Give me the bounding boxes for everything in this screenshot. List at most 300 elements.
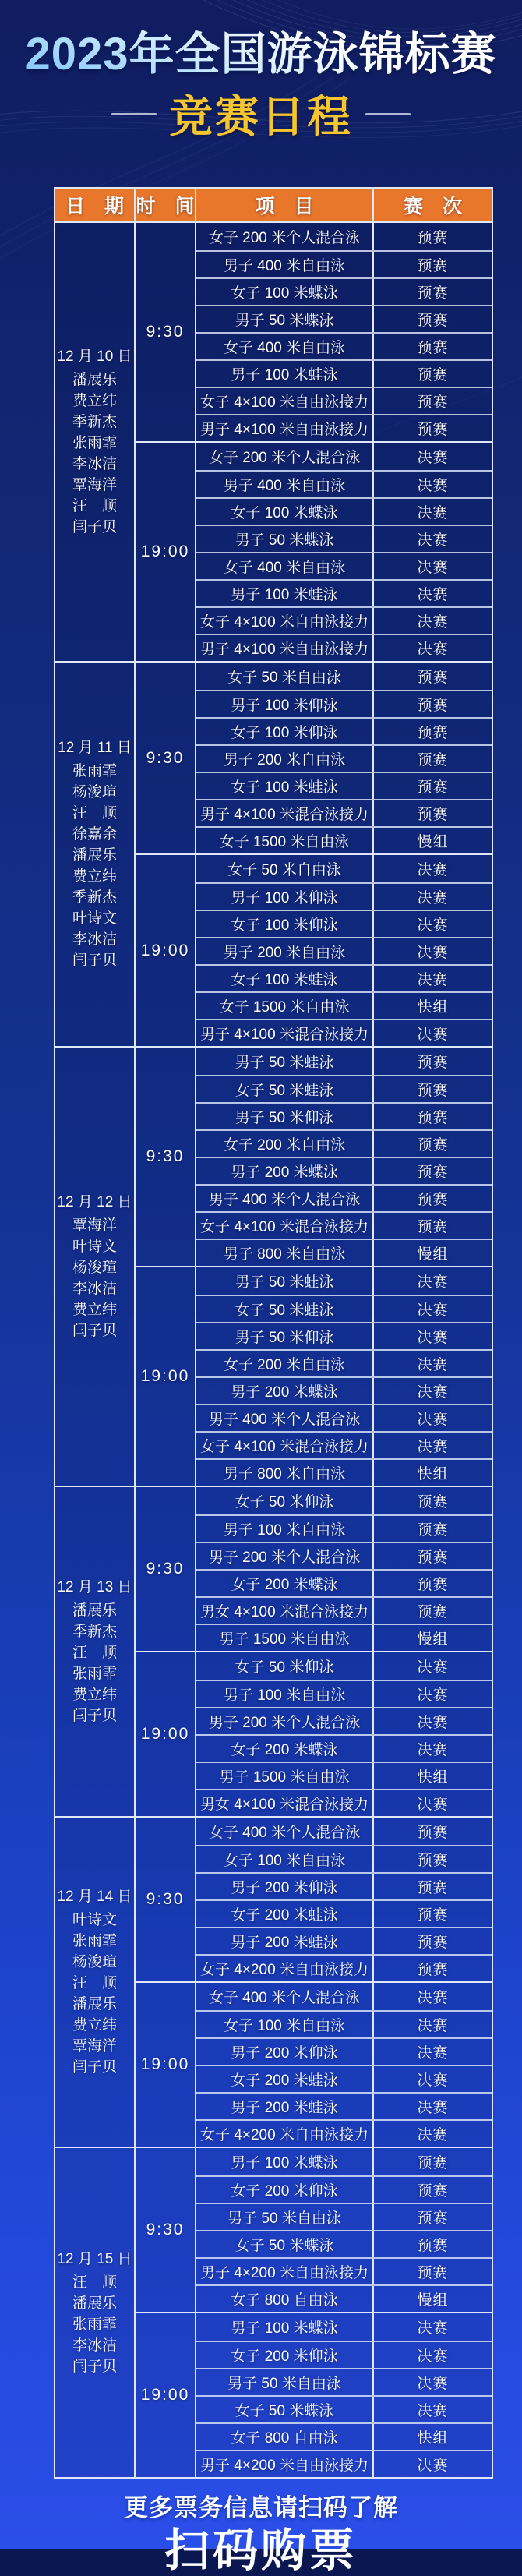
- header-date: 日 期: [55, 189, 136, 221]
- athlete-name: 费立纬: [72, 868, 117, 885]
- event-row: [196, 332, 492, 359]
- event-stage: 预赛: [417, 779, 449, 796]
- event-name: 男子 50 米蛙泳: [196, 1267, 374, 1295]
- athlete-name: 杨浚瑄: [72, 1954, 117, 1970]
- event-row: [196, 1487, 492, 1514]
- event-row: [196, 1707, 492, 1734]
- event-row: [196, 2313, 492, 2341]
- session-time: 19:00: [136, 1267, 196, 1486]
- event-stage: 决赛: [417, 972, 449, 988]
- event-row: [196, 1514, 492, 1542]
- event-name: 男子 200 米蛙泳: [196, 1928, 374, 1954]
- session-time: 9:30: [136, 2148, 196, 2312]
- event-stage: 预赛: [417, 1137, 449, 1154]
- athlete-name: 潘展乐: [72, 2295, 117, 2312]
- event-stage: 决赛: [417, 450, 449, 466]
- event-name: 男子 200 米个人混合泳: [196, 1543, 374, 1569]
- sessions: [136, 2148, 492, 2477]
- event-row: [196, 882, 492, 910]
- event-row: [196, 2092, 492, 2119]
- athlete-name: 费立纬: [72, 2017, 117, 2034]
- event-stage: 决赛: [417, 2376, 449, 2392]
- athlete-name: 闫子贝: [72, 1323, 117, 1339]
- event-stage: 预赛: [417, 2210, 449, 2227]
- event-name: 女子 100 米蝶泳: [196, 499, 374, 525]
- athlete-name: 费立纬: [72, 1687, 117, 1703]
- event-stage: 慢组: [417, 834, 449, 850]
- event-row: [196, 1322, 492, 1349]
- session-block: [136, 1651, 492, 1816]
- event-name: 女子 50 米蝶泳: [196, 2231, 374, 2257]
- event-stage: 决赛: [417, 2127, 449, 2143]
- event-name: 男子 50 米仰泳: [196, 1323, 374, 1349]
- scan-to-buy-text: 扫码购票: [164, 2525, 358, 2576]
- athlete-name: 张雨霏: [72, 1666, 117, 1682]
- event-stage: 预赛: [417, 698, 449, 714]
- event-row: [196, 2395, 492, 2422]
- session-time: 9:30: [136, 1487, 196, 1651]
- event-row: [196, 579, 492, 606]
- athlete-name: 张雨霏: [72, 435, 117, 451]
- event-name: 女子 4×100 米自由泳接力: [196, 608, 374, 634]
- event-row: [196, 414, 492, 441]
- athlete-name: 杨浚瑄: [72, 784, 117, 800]
- session-time: 19:00: [136, 443, 196, 661]
- event-name: 女子 100 米蛙泳: [196, 966, 374, 991]
- event-name: 男子 50 米蝶泳: [196, 526, 374, 552]
- athlete-name: 潘展乐: [72, 1602, 117, 1619]
- session-block: [136, 1818, 492, 1981]
- athlete-name: 李冰洁: [72, 1281, 117, 1297]
- event-name: 男女 4×100 米混合泳接力: [196, 1598, 374, 1624]
- athlete-name: 叶诗文: [72, 910, 117, 927]
- event-stage: 预赛: [417, 1825, 449, 1841]
- athlete-name: 季新杰: [72, 889, 117, 906]
- event-stage: 预赛: [417, 807, 449, 823]
- event-stage: 决赛: [417, 2348, 449, 2365]
- event-stage: 慢组: [417, 1631, 449, 1648]
- event-stage: 预赛: [417, 367, 449, 383]
- event-stage: 预赛: [417, 1110, 449, 1126]
- event-list: [196, 1487, 492, 1651]
- event-name: 男子 100 米仰泳: [196, 691, 374, 717]
- event-stage: 决赛: [417, 2045, 449, 2062]
- day-date: 12 月 14 日: [57, 1889, 132, 1905]
- event-stage: 预赛: [417, 313, 449, 329]
- event-stage: 决赛: [417, 1687, 449, 1704]
- event-row: [196, 964, 492, 991]
- event-name: 女子 800 自由泳: [196, 2424, 374, 2450]
- event-stage: 预赛: [417, 1549, 449, 1566]
- session-time: 9:30: [136, 223, 196, 441]
- event-row: [196, 1211, 492, 1239]
- session-time: 19:00: [136, 1983, 196, 2147]
- event-stage: 预赛: [417, 1164, 449, 1181]
- event-stage: 决赛: [417, 1797, 449, 1813]
- header-stage: 赛 次: [403, 196, 462, 217]
- athlete-name: 费立纬: [72, 393, 117, 409]
- event-row: [196, 1542, 492, 1569]
- event-row: [196, 1680, 492, 1707]
- event-name: 男子 400 米个人混合泳: [196, 1186, 374, 1211]
- event-row: [196, 1899, 492, 1927]
- event-name: 男子 200 米蝶泳: [196, 1158, 374, 1184]
- event-row: [196, 1596, 492, 1624]
- event-row: [196, 606, 492, 634]
- event-name: 女子 100 米自由泳: [196, 1846, 374, 1872]
- event-stage: 决赛: [417, 560, 449, 576]
- event-row: [196, 2148, 492, 2175]
- event-row: [196, 1019, 492, 1046]
- event-row: [196, 2230, 492, 2257]
- date-athletes-cell: [55, 663, 136, 1046]
- event-row: [196, 1404, 492, 1431]
- event-name: 女子 1500 米自由泳: [196, 828, 374, 853]
- event-stage: 决赛: [417, 1990, 449, 2006]
- event-name: 男子 200 米仰泳: [196, 1874, 374, 1899]
- athlete-name: 闫子贝: [72, 1708, 117, 1724]
- event-name: 男子 50 米自由泳: [196, 2369, 374, 2395]
- event-stage: 决赛: [417, 890, 449, 906]
- event-name: 女子 200 米蛙泳: [196, 1901, 374, 1927]
- event-stage: 预赛: [417, 1522, 449, 1539]
- event-row: [196, 2175, 492, 2203]
- event-row: [196, 1983, 492, 2010]
- sessions: [136, 1818, 492, 2147]
- schedule-days: [55, 223, 492, 2477]
- event-stage: 预赛: [417, 1935, 449, 1951]
- event-stage: 预赛: [417, 2155, 449, 2171]
- session-block: [136, 1487, 492, 1651]
- event-row: [196, 2203, 492, 2230]
- event-list: [196, 855, 492, 1046]
- event-stage: 预赛: [417, 752, 449, 769]
- sessions: [136, 663, 492, 1046]
- athlete-name: 汪 顺: [72, 805, 117, 822]
- event-stage: 预赛: [417, 1604, 449, 1620]
- event-name: 男子 100 米蛙泳: [196, 361, 374, 387]
- event-stage: 预赛: [417, 340, 449, 356]
- event-name: 女子 400 米自由泳: [196, 553, 374, 579]
- sessions: [136, 223, 492, 661]
- session-block: [136, 2148, 492, 2312]
- athlete-name: 闫子贝: [72, 2358, 117, 2375]
- event-name: 男子 1500 米自由泳: [196, 1625, 374, 1651]
- athlete-name: 闫子贝: [72, 2059, 117, 2076]
- event-stage: 预赛: [417, 2265, 449, 2281]
- event-name: 男子 50 米仰泳: [196, 1104, 374, 1129]
- event-stage: 预赛: [417, 1083, 449, 1099]
- day-date: 12 月 10 日: [57, 348, 132, 365]
- event-stage: 决赛: [417, 2458, 449, 2474]
- event-stage: 预赛: [417, 1962, 449, 1978]
- event-row: [196, 663, 492, 690]
- event-name: 男子 800 米自由泳: [196, 1460, 374, 1486]
- event-name: 男子 200 米仰泳: [196, 2039, 374, 2065]
- event-stage: 预赛: [417, 670, 449, 686]
- athlete-name: 汪 顺: [72, 2274, 117, 2291]
- event-list: [196, 1267, 492, 1486]
- schedule-table: [54, 187, 493, 2479]
- event-row: [196, 277, 492, 305]
- event-stage: 决赛: [417, 1302, 449, 1319]
- event-name: 男子 100 米仰泳: [196, 884, 374, 910]
- athlete-name: 张雨霏: [72, 763, 117, 779]
- event-name: 女子 200 米蛙泳: [196, 2066, 374, 2092]
- event-stage: 预赛: [417, 394, 449, 411]
- event-row: [196, 1295, 492, 1322]
- event-name: 男子 400 米个人混合泳: [196, 1405, 374, 1431]
- event-stage: 决赛: [417, 1357, 449, 1373]
- event-name: 女子 200 米仰泳: [196, 2342, 374, 2368]
- day-block: [55, 223, 492, 661]
- event-row: [196, 744, 492, 772]
- page-subtitle: 竞赛日程: [169, 92, 353, 141]
- athlete-name: 费立纬: [72, 1302, 117, 1318]
- event-stage: 决赛: [417, 2100, 449, 2116]
- session-block: [136, 1266, 492, 1486]
- event-name: 女子 400 米个人混合泳: [196, 1818, 374, 1845]
- event-name: 女子 200 米自由泳: [196, 1131, 374, 1157]
- event-row: [196, 2341, 492, 2368]
- event-row: [196, 799, 492, 826]
- event-row: [196, 2450, 492, 2477]
- event-stage: 决赛: [417, 641, 449, 658]
- event-row: [196, 1569, 492, 1596]
- event-stage: 预赛: [417, 285, 449, 302]
- event-stage: 决赛: [417, 917, 449, 934]
- athlete-name: 汪 顺: [72, 1645, 117, 1661]
- event-stage: 决赛: [417, 945, 449, 961]
- event-row: [196, 717, 492, 744]
- event-name: 男子 200 米蛙泳: [196, 2094, 374, 2119]
- session-time: 9:30: [136, 1048, 196, 1266]
- event-name: 男子 200 米个人混合泳: [196, 1708, 374, 1734]
- event-name: 男子 4×100 米自由泳接力: [196, 415, 374, 441]
- event-row: [196, 1376, 492, 1404]
- event-name: 女子 50 米蛙泳: [196, 1296, 374, 1322]
- event-name: 女子 400 米个人混合泳: [196, 1983, 374, 2010]
- day-date: 12 月 13 日: [57, 1579, 132, 1595]
- day-block: [55, 1816, 492, 2147]
- session-block: [136, 1048, 492, 1266]
- event-stage: 预赛: [417, 725, 449, 741]
- event-stage: 决赛: [417, 614, 449, 631]
- event-name: 男子 200 米自由泳: [196, 746, 374, 772]
- event-name: 女子 100 米蛙泳: [196, 773, 374, 799]
- athlete-name: 覃海洋: [72, 2038, 117, 2055]
- event-row: [196, 443, 492, 470]
- athlete-name: 潘展乐: [72, 372, 117, 388]
- event-list: [196, 223, 492, 441]
- event-name: 女子 100 米自由泳: [196, 2012, 374, 2037]
- event-name: 男子 1500 米自由泳: [196, 1763, 374, 1789]
- session-time: 9:30: [136, 1818, 196, 1981]
- event-name: 男子 400 米自由泳: [196, 252, 374, 277]
- event-row: [196, 772, 492, 799]
- event-name: 男子 800 米自由泳: [196, 1240, 374, 1266]
- event-stage: 预赛: [417, 1055, 449, 1071]
- athlete-name: 杨浚瑄: [72, 1260, 117, 1276]
- event-stage: 决赛: [417, 1742, 449, 1758]
- sessions: [136, 1487, 492, 1816]
- athlete-name: 李冰洁: [72, 456, 117, 472]
- day-block: [55, 2147, 492, 2477]
- event-row: [196, 1102, 492, 1129]
- event-row: [196, 525, 492, 552]
- event-name: 女子 50 米仰泳: [196, 1487, 374, 1514]
- event-row: [196, 937, 492, 964]
- ticket-info-text: 更多票务信息请扫码了解: [124, 2494, 398, 2521]
- page-title: 2023年全国游泳锦标赛: [0, 17, 522, 83]
- session-block: [136, 853, 492, 1046]
- event-list: [196, 1983, 492, 2147]
- event-name: 女子 4×200 米自由泳接力: [196, 2121, 374, 2147]
- event-stage: 决赛: [417, 1027, 449, 1043]
- session-block: [136, 663, 492, 853]
- event-row: [196, 1239, 492, 1266]
- event-row: [196, 1267, 492, 1295]
- event-name: 女子 4×100 米混合泳接力: [196, 1213, 374, 1239]
- subtitle-right-line: [365, 113, 411, 115]
- event-row: [196, 1954, 492, 1981]
- event-name: 男子 4×100 米自由泳接力: [196, 635, 374, 661]
- event-row: [196, 634, 492, 661]
- event-name: 女子 4×200 米自由泳接力: [196, 1956, 374, 1981]
- event-stage: 决赛: [417, 587, 449, 603]
- athlete-name: 汪 顺: [72, 1975, 117, 1991]
- event-name: 女子 200 米个人混合泳: [196, 443, 374, 470]
- event-name: 女子 400 米自由泳: [196, 334, 374, 359]
- athlete-name: 覃海洋: [72, 477, 117, 493]
- event-row: [196, 855, 492, 882]
- event-stage: 预赛: [417, 1494, 449, 1511]
- event-name: 男子 100 米蝶泳: [196, 2148, 374, 2175]
- event-row: [196, 1048, 492, 1075]
- event-list: [196, 2313, 492, 2477]
- event-row: [196, 2119, 492, 2147]
- session-time: 19:00: [136, 1652, 196, 1816]
- athlete-name: 闫子贝: [72, 952, 117, 969]
- athlete-name: 季新杰: [72, 1624, 117, 1640]
- event-stage: 决赛: [417, 1439, 449, 1455]
- event-name: 男子 100 米蝶泳: [196, 2313, 374, 2341]
- athlete-name: 潘展乐: [72, 1996, 117, 2012]
- event-name: 男子 100 米自由泳: [196, 1516, 374, 1542]
- event-list: [196, 663, 492, 853]
- event-stage: 决赛: [417, 532, 449, 549]
- event-name: 女子 50 米蝶泳: [196, 2397, 374, 2422]
- event-row: [196, 552, 492, 579]
- event-row: [196, 250, 492, 277]
- event-stage: 快组: [417, 999, 449, 1016]
- event-row: [196, 359, 492, 387]
- event-row: [196, 826, 492, 853]
- event-name: 男子 4×200 米自由泳接力: [196, 2259, 374, 2284]
- event-row: [196, 991, 492, 1019]
- event-name: 男子 50 米蝶泳: [196, 306, 374, 332]
- subtitle-row: [0, 83, 522, 145]
- athlete-name: 潘展乐: [72, 847, 117, 864]
- day-date: 12 月 12 日: [57, 1194, 132, 1210]
- day-block: [55, 1486, 492, 1816]
- event-row: [196, 2010, 492, 2037]
- event-row: [196, 1349, 492, 1376]
- event-stage: 预赛: [417, 2183, 449, 2200]
- event-stage: 预赛: [417, 1219, 449, 1235]
- event-stage: 预赛: [417, 1880, 449, 1896]
- event-name: 男子 400 米自由泳: [196, 472, 374, 497]
- session-block: [136, 2312, 492, 2477]
- event-row: [196, 223, 492, 250]
- day-block: [55, 1046, 492, 1486]
- event-name: 女子 200 米自由泳: [196, 1351, 374, 1376]
- event-name: 男子 200 米蝶泳: [196, 1378, 374, 1404]
- event-name: 女子 100 米仰泳: [196, 911, 374, 937]
- day-block: [55, 661, 492, 1046]
- event-row: [196, 470, 492, 497]
- session-time: 19:00: [136, 855, 196, 1046]
- event-row: [196, 690, 492, 717]
- event-name: 男子 4×100 米混合泳接力: [196, 800, 374, 826]
- date-athletes-cell: [55, 2148, 136, 2477]
- event-name: 女子 50 米自由泳: [196, 663, 374, 690]
- date-athletes-cell: [55, 1818, 136, 2147]
- event-row: [196, 1075, 492, 1102]
- event-row: [196, 2368, 492, 2395]
- event-row: [196, 2257, 492, 2284]
- event-stage: 预赛: [417, 258, 449, 274]
- event-name: 男子 4×100 米混合泳接力: [196, 1020, 374, 1046]
- athlete-name: 张雨霏: [72, 2316, 117, 2333]
- event-name: 女子 50 米自由泳: [196, 855, 374, 882]
- event-row: [196, 2284, 492, 2312]
- event-name: 男子 50 米自由泳: [196, 2204, 374, 2230]
- session-time: 19:00: [136, 2313, 196, 2477]
- event-stage: 快组: [417, 1466, 449, 1482]
- event-list: [196, 1652, 492, 1816]
- event-stage: 预赛: [417, 422, 449, 438]
- event-name: 女子 200 米仰泳: [196, 2177, 374, 2203]
- event-stage: 慢组: [417, 2292, 449, 2309]
- event-row: [196, 1184, 492, 1211]
- event-name: 男子 100 米蛙泳: [196, 581, 374, 606]
- athlete-name: 汪 顺: [72, 498, 117, 514]
- event-row: [196, 1458, 492, 1486]
- event-name: 女子 800 自由泳: [196, 2286, 374, 2312]
- event-name: 女子 200 米蝶泳: [196, 1736, 374, 1762]
- event-name: 女子 200 米蝶泳: [196, 1571, 374, 1596]
- session-block: [136, 223, 492, 441]
- event-stage: 决赛: [417, 1412, 449, 1428]
- athlete-name: 徐嘉余: [72, 826, 117, 843]
- event-row: [196, 387, 492, 414]
- event-stage: 预赛: [417, 2238, 449, 2254]
- event-row: [196, 1652, 492, 1680]
- event-stage: 决赛: [417, 2018, 449, 2034]
- event-row: [196, 1789, 492, 1816]
- athlete-name: 李冰洁: [72, 931, 117, 948]
- event-stage: 决赛: [417, 2320, 449, 2337]
- event-name: 女子 100 米蝶泳: [196, 279, 374, 305]
- event-name: 女子 50 米仰泳: [196, 1652, 374, 1680]
- header-time: 时 间: [136, 189, 196, 221]
- athlete-name: 张雨霏: [72, 1933, 117, 1949]
- event-stage: 慢组: [417, 1246, 449, 1263]
- athlete-name: 李冰洁: [72, 2337, 117, 2354]
- event-row: [196, 910, 492, 937]
- event-row: [196, 1927, 492, 1954]
